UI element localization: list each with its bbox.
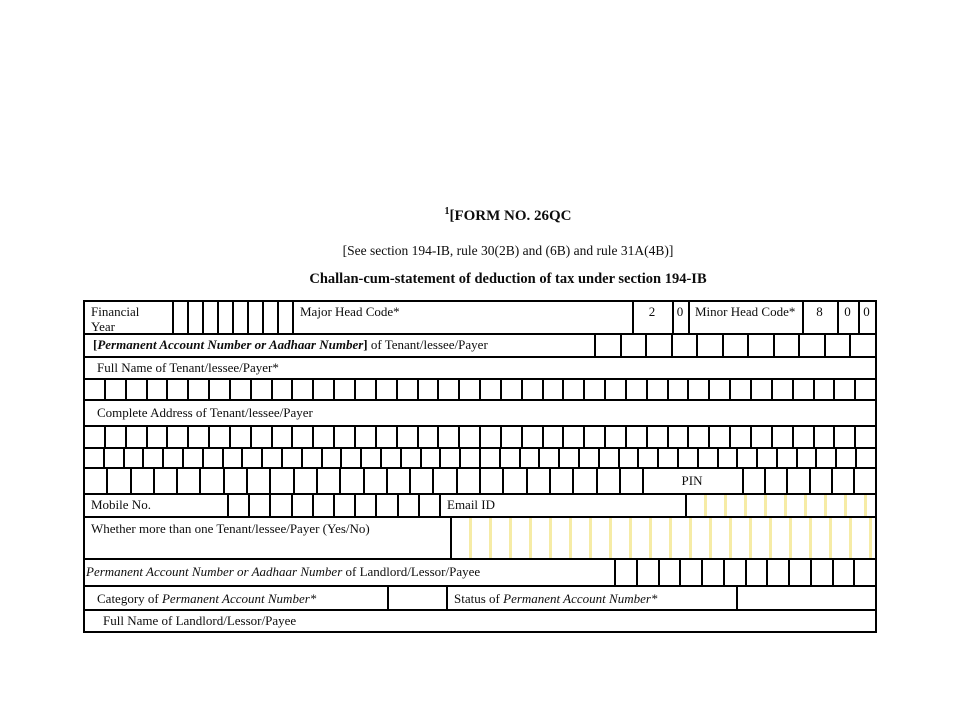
category-pan-field [387, 587, 446, 609]
footnote-marker: 1 [444, 206, 450, 217]
pin-boxes [742, 469, 875, 493]
bracket: [ [93, 337, 98, 352]
char-box [269, 469, 292, 493]
char-box [479, 449, 499, 467]
char-box [437, 427, 458, 447]
char-box [667, 427, 688, 447]
pan-tenant-label [85, 335, 594, 356]
mobile-no-boxes [227, 495, 439, 516]
pan-tenant-boxes [594, 335, 875, 356]
char-box [598, 449, 618, 467]
row-category-status [85, 585, 875, 609]
char-box [519, 449, 539, 467]
char-box [792, 427, 813, 447]
char-box [657, 449, 677, 467]
char-box [217, 302, 232, 333]
char-box [744, 469, 764, 493]
row-fullname-landlord [85, 609, 875, 631]
char-box [697, 449, 717, 467]
char-box [248, 495, 269, 516]
char-box [85, 427, 104, 447]
char-box [125, 380, 146, 399]
minor-head-code-label: Minor Head Code* [688, 302, 802, 333]
row-address-boxes-2 [85, 447, 875, 467]
char-box [583, 427, 604, 447]
major-head-value-box: 0 [672, 302, 688, 333]
char-box [375, 427, 396, 447]
financial-year-label-line2: Year [91, 319, 115, 333]
char-box [182, 449, 202, 467]
char-box [815, 449, 835, 467]
char-box [756, 449, 776, 467]
char-box [199, 469, 222, 493]
char-box [354, 380, 375, 399]
char-box [432, 469, 455, 493]
pan-landlord-label-italic: Permanent Account Number or Aadhaar Number [86, 564, 343, 579]
char-box [125, 427, 146, 447]
char-box [771, 427, 792, 447]
char-box [85, 380, 104, 399]
char-box [562, 427, 583, 447]
char-box [281, 449, 301, 467]
char-box [458, 427, 479, 447]
char-box [833, 427, 854, 447]
bracket: ] [363, 337, 368, 352]
char-box [542, 380, 563, 399]
char-box [104, 380, 125, 399]
char-box [232, 302, 247, 333]
char-box [439, 449, 459, 467]
fullname-tenant-label: Full Name of Tenant/lessee/Payer* [97, 360, 279, 375]
char-box [854, 427, 875, 447]
char-box [261, 449, 281, 467]
major-head-code-label: Major Head Code* [292, 302, 632, 333]
category-pan-label [85, 587, 387, 609]
char-box [400, 449, 420, 467]
financial-year-boxes [172, 302, 292, 333]
row-fullname-tenant-boxes [85, 378, 875, 399]
char-box [542, 427, 563, 447]
char-box [796, 449, 816, 467]
char-box [667, 380, 688, 399]
char-box [396, 380, 417, 399]
fullname-landlord-label: Full Name of Landlord/Lessor/Payee [103, 613, 297, 628]
char-box [813, 380, 834, 399]
char-box [85, 469, 106, 493]
char-box [620, 335, 646, 356]
pan-tenant-label-italic: Permanent Account Number or Aadhaar Number [97, 337, 364, 352]
char-box [835, 449, 855, 467]
mobile-no-label: Mobile No. [91, 497, 151, 512]
char-box [360, 449, 380, 467]
char-box [736, 449, 756, 467]
char-box [409, 469, 432, 493]
char-box [679, 560, 701, 585]
row-multiple-tenant [85, 516, 875, 558]
row-pan-tenant [85, 333, 875, 356]
char-box [687, 427, 708, 447]
row-fullname-tenant-label [85, 356, 875, 378]
char-box [375, 380, 396, 399]
char-box [146, 427, 167, 447]
char-box [229, 380, 250, 399]
email-id-label: Email ID [439, 495, 685, 516]
char-box [162, 449, 182, 467]
char-box [354, 427, 375, 447]
char-box [646, 427, 667, 447]
char-box [723, 560, 745, 585]
char-box [301, 449, 321, 467]
char-box [363, 469, 386, 493]
char-box [375, 495, 396, 516]
char-box [619, 469, 642, 493]
char-box [521, 380, 542, 399]
char-box [417, 380, 438, 399]
char-box [854, 380, 875, 399]
char-box [776, 449, 796, 467]
address-boxes-line2 [85, 449, 875, 467]
char-box [277, 302, 292, 333]
char-box [229, 495, 248, 516]
char-box [729, 427, 750, 447]
char-box [687, 380, 708, 399]
char-box [246, 469, 269, 493]
status-pan-field [736, 587, 875, 609]
char-box [832, 560, 854, 585]
char-box [293, 469, 316, 493]
char-box [729, 380, 750, 399]
status-pan-label [446, 587, 736, 609]
char-box [549, 469, 572, 493]
row-contact [85, 493, 875, 516]
char-box [636, 560, 658, 585]
challan-form-table [83, 300, 877, 633]
row-financial-year [85, 302, 875, 333]
char-box [833, 380, 854, 399]
char-box [420, 449, 440, 467]
char-box [596, 469, 619, 493]
char-box [312, 427, 333, 447]
multiple-tenant-label: Whether more than one Tenant/lessee/Payer (Yes/No) [91, 521, 370, 536]
char-box [747, 335, 773, 356]
char-box [271, 380, 292, 399]
char-box [500, 380, 521, 399]
char-box [671, 335, 697, 356]
char-box [637, 449, 657, 467]
char-box [771, 380, 792, 399]
form-subtitle: [See section 194-IB, rule 30(2B) and (6B) and rule 31A(4B)] [342, 243, 674, 258]
financial-year-label-line1: Financial [91, 304, 140, 319]
char-box [354, 495, 375, 516]
char-box [417, 427, 438, 447]
char-box [271, 427, 292, 447]
form-title [48, 206, 968, 225]
char-box [208, 427, 229, 447]
char-box [458, 380, 479, 399]
char-box [538, 449, 558, 467]
char-box [104, 427, 125, 447]
address-boxes-line1 [85, 427, 875, 447]
char-box [786, 469, 808, 493]
char-box [604, 427, 625, 447]
char-box [645, 335, 671, 356]
char-box [250, 380, 271, 399]
char-box [333, 495, 354, 516]
char-box [316, 469, 339, 493]
char-box [773, 335, 799, 356]
char-box [312, 495, 333, 516]
char-box [106, 469, 129, 493]
email-id-field [685, 495, 875, 516]
char-box [750, 380, 771, 399]
pan-landlord-boxes [614, 560, 875, 585]
char-box [562, 380, 583, 399]
char-box [813, 427, 834, 447]
char-box [396, 427, 417, 447]
form-title-text: [FORM NO. 26QC [449, 208, 572, 224]
char-box [853, 560, 875, 585]
char-box [291, 495, 312, 516]
char-box [202, 302, 217, 333]
char-box [166, 380, 187, 399]
major-head-value-box: 2 [632, 302, 672, 333]
char-box [853, 469, 875, 493]
char-box [625, 380, 646, 399]
pin-label: PIN [642, 469, 742, 493]
char-box [708, 427, 729, 447]
char-box [321, 449, 341, 467]
char-box [717, 449, 737, 467]
fullname-tenant-boxes [85, 380, 875, 399]
financial-year-label [85, 302, 172, 333]
char-box [174, 302, 187, 333]
row-address-boxes-1 [85, 425, 875, 447]
char-box [262, 302, 277, 333]
char-box [333, 380, 354, 399]
minor-head-value-box: 0 [837, 302, 858, 333]
char-box [222, 449, 242, 467]
char-box [558, 449, 578, 467]
char-box [526, 469, 549, 493]
char-box [855, 449, 875, 467]
char-box [696, 335, 722, 356]
char-box [677, 449, 697, 467]
char-box [187, 427, 208, 447]
char-box [810, 560, 832, 585]
char-box [166, 427, 187, 447]
char-box [596, 335, 620, 356]
char-box [250, 427, 271, 447]
char-box [479, 427, 500, 447]
char-box [824, 335, 850, 356]
row-pan-landlord [85, 558, 875, 585]
category-prefix: Category of [97, 591, 162, 606]
char-box [187, 380, 208, 399]
char-box [176, 469, 199, 493]
multiple-tenant-field [450, 518, 875, 558]
char-box [764, 469, 786, 493]
char-box [208, 380, 229, 399]
char-box [479, 380, 500, 399]
char-box [572, 469, 595, 493]
char-box [142, 449, 162, 467]
char-box [247, 302, 262, 333]
char-box [766, 560, 788, 585]
char-box [123, 449, 143, 467]
row-address-label [85, 399, 875, 425]
char-box [380, 449, 400, 467]
char-box [646, 380, 667, 399]
char-box [625, 427, 646, 447]
char-box [604, 380, 625, 399]
char-box [745, 560, 767, 585]
char-box [616, 560, 636, 585]
char-box [312, 380, 333, 399]
char-box [333, 427, 354, 447]
char-box [291, 380, 312, 399]
char-box [658, 560, 680, 585]
status-italic: Permanent Account Number* [503, 591, 658, 606]
char-box [701, 560, 723, 585]
char-box [339, 469, 362, 493]
char-box [397, 495, 418, 516]
char-box [500, 427, 521, 447]
char-box [418, 495, 439, 516]
char-box [202, 449, 222, 467]
char-box [849, 335, 875, 356]
char-box [521, 427, 542, 447]
char-box [479, 469, 502, 493]
char-box [583, 380, 604, 399]
char-box [456, 469, 479, 493]
address-boxes-line3 [85, 469, 642, 493]
char-box [437, 380, 458, 399]
char-box [223, 469, 246, 493]
char-box [291, 427, 312, 447]
char-box [792, 380, 813, 399]
char-box [153, 469, 176, 493]
char-box [146, 380, 167, 399]
pan-tenant-label-rest: of Tenant/lessee/Payer [367, 337, 488, 352]
char-box [103, 449, 123, 467]
char-box [618, 449, 638, 467]
status-prefix: Status of [454, 591, 504, 606]
pan-landlord-label [85, 560, 614, 585]
minor-head-value-box: 8 [802, 302, 837, 333]
category-italic: Permanent Account Number* [161, 591, 317, 606]
char-box [130, 469, 153, 493]
char-box [85, 449, 103, 467]
char-box [722, 335, 748, 356]
char-box [459, 449, 479, 467]
char-box [750, 427, 771, 447]
minor-head-value-box: 0 [858, 302, 875, 333]
char-box [269, 495, 290, 516]
char-box [831, 469, 853, 493]
char-box [187, 302, 202, 333]
char-box [809, 469, 831, 493]
char-box [386, 469, 409, 493]
char-box [708, 380, 729, 399]
char-box [578, 449, 598, 467]
char-box [798, 335, 824, 356]
form-statement-heading: Challan-cum-statement of deduction of tax under section 194-IB [309, 271, 707, 287]
pan-landlord-label-rest: of Landlord/Lessor/Payee [342, 564, 481, 579]
address-tenant-label: Complete Address of Tenant/lessee/Payer [97, 405, 313, 420]
char-box [229, 427, 250, 447]
char-box [340, 449, 360, 467]
char-box [788, 560, 810, 585]
char-box [502, 469, 525, 493]
char-box [241, 449, 261, 467]
char-box [499, 449, 519, 467]
row-pin [85, 467, 875, 493]
